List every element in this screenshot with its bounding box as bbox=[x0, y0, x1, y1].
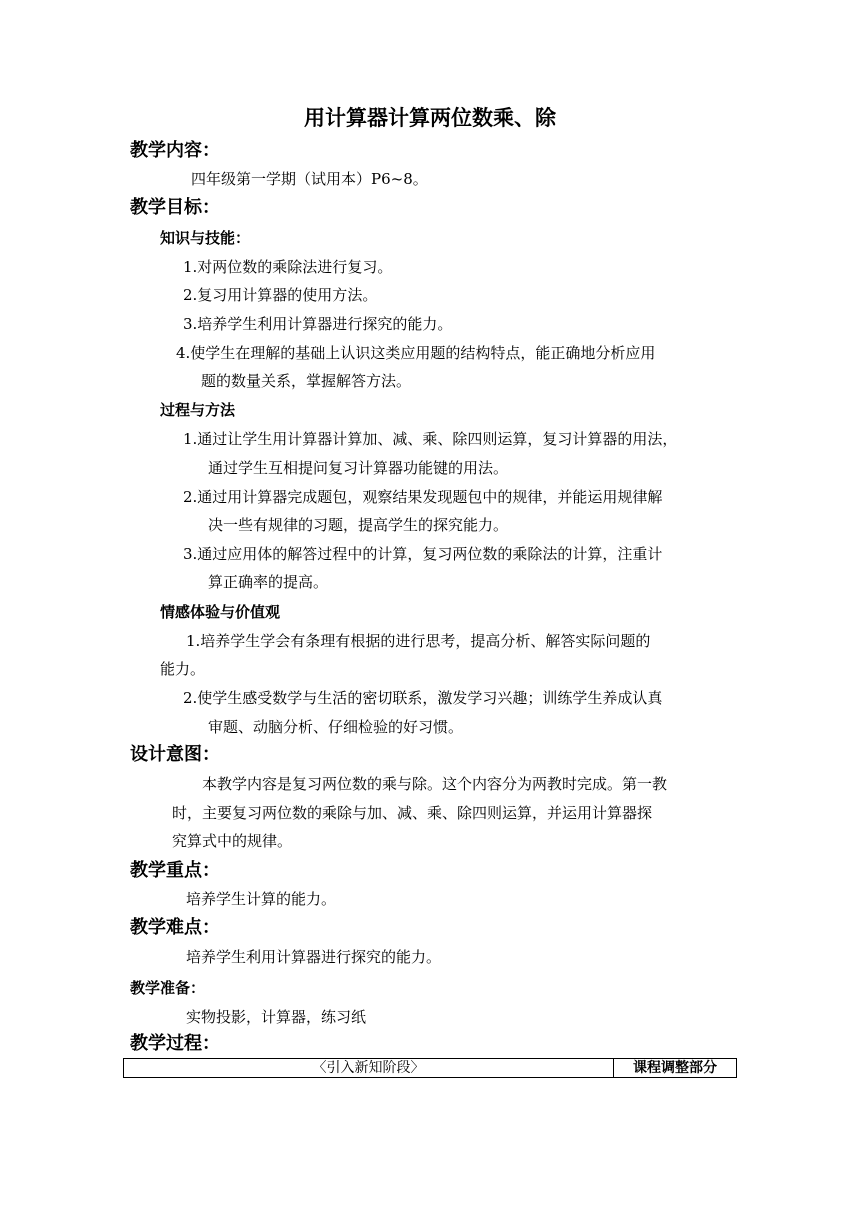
design-heading: 设计意图： bbox=[130, 744, 220, 765]
emotion-item-cont: 审题、动脑分析、仔细检验的好习惯。 bbox=[208, 718, 464, 736]
process-item: 1.通过让学生用计算器计算加、减、乘、除四则运算，复习计算器的用法， bbox=[183, 430, 678, 448]
design-line: 本教学内容是复习两位数的乘与除。这个内容分为两教时完成。第一教 bbox=[202, 775, 668, 793]
procedure-heading: 教学过程： bbox=[130, 1033, 220, 1054]
procedure-table bbox=[123, 1058, 737, 1078]
knowledge-item: 2.复习用计算器的使用方法。 bbox=[183, 286, 378, 304]
preparation-heading: 教学准备： bbox=[130, 979, 206, 997]
table-header-adjust: 课程调整部分 bbox=[633, 1060, 717, 1076]
process-heading: 过程与方法 bbox=[160, 401, 236, 419]
preparation-text: 实物投影，计算器，练习纸 bbox=[186, 1008, 367, 1026]
knowledge-heading: 知识与技能： bbox=[160, 229, 251, 247]
process-item-cont: 算正确率的提高。 bbox=[208, 573, 329, 591]
knowledge-item: 4.使学生在理解的基础上认识这类应用题的结构特点，能正确地分析应用 bbox=[176, 344, 656, 362]
design-line: 究算式中的规律。 bbox=[172, 832, 293, 850]
table-header-stage: 〈引入新知阶段〉 bbox=[124, 1059, 614, 1077]
content-text: 四年级第一学期（试用本）P6~8。 bbox=[191, 170, 428, 188]
process-item: 2.通过用计算器完成题包，观察结果发现题包中的规律，并能运用规律解 bbox=[183, 488, 663, 506]
knowledge-item: 1.对两位数的乘除法进行复习。 bbox=[183, 258, 393, 276]
emotion-item-cont: 能力。 bbox=[160, 660, 206, 678]
objectives-heading: 教学目标： bbox=[130, 197, 220, 218]
emotion-item: 2.使学生感受数学与生活的密切联系，激发学习兴趣；训练学生养成认真 bbox=[183, 689, 663, 707]
key-points-text: 培养学生计算的能力。 bbox=[186, 890, 337, 908]
process-item-cont: 决一些有规律的习题，提高学生的探究能力。 bbox=[208, 516, 509, 534]
key-points-heading: 教学重点： bbox=[130, 860, 220, 881]
design-line: 时，主要复习两位数的乘除与加、减、乘、除四则运算，并运用计算器探 bbox=[172, 804, 653, 822]
content-heading: 教学内容： bbox=[130, 140, 220, 161]
process-item: 3.通过应用体的解答过程中的计算，复习两位数的乘除法的计算，注重计 bbox=[183, 545, 663, 563]
difficulties-text: 培养学生利用计算器进行探究的能力。 bbox=[186, 948, 442, 966]
difficulties-heading: 教学难点： bbox=[130, 917, 220, 938]
knowledge-item-cont: 题的数量关系，掌握解答方法。 bbox=[201, 372, 412, 390]
emotion-heading: 情感体验与价值观 bbox=[160, 603, 281, 621]
knowledge-item: 3.培养学生利用计算器进行探究的能力。 bbox=[183, 315, 453, 333]
emotion-item: 1.培养学生学会有条理有根据的进行思考，提高分析、解答实际问题的 bbox=[186, 632, 651, 650]
process-item-cont: 通过学生互相提问复习计算器功能键的用法。 bbox=[208, 459, 509, 477]
document-title: 用计算器计算两位数乘、除 bbox=[304, 106, 556, 130]
